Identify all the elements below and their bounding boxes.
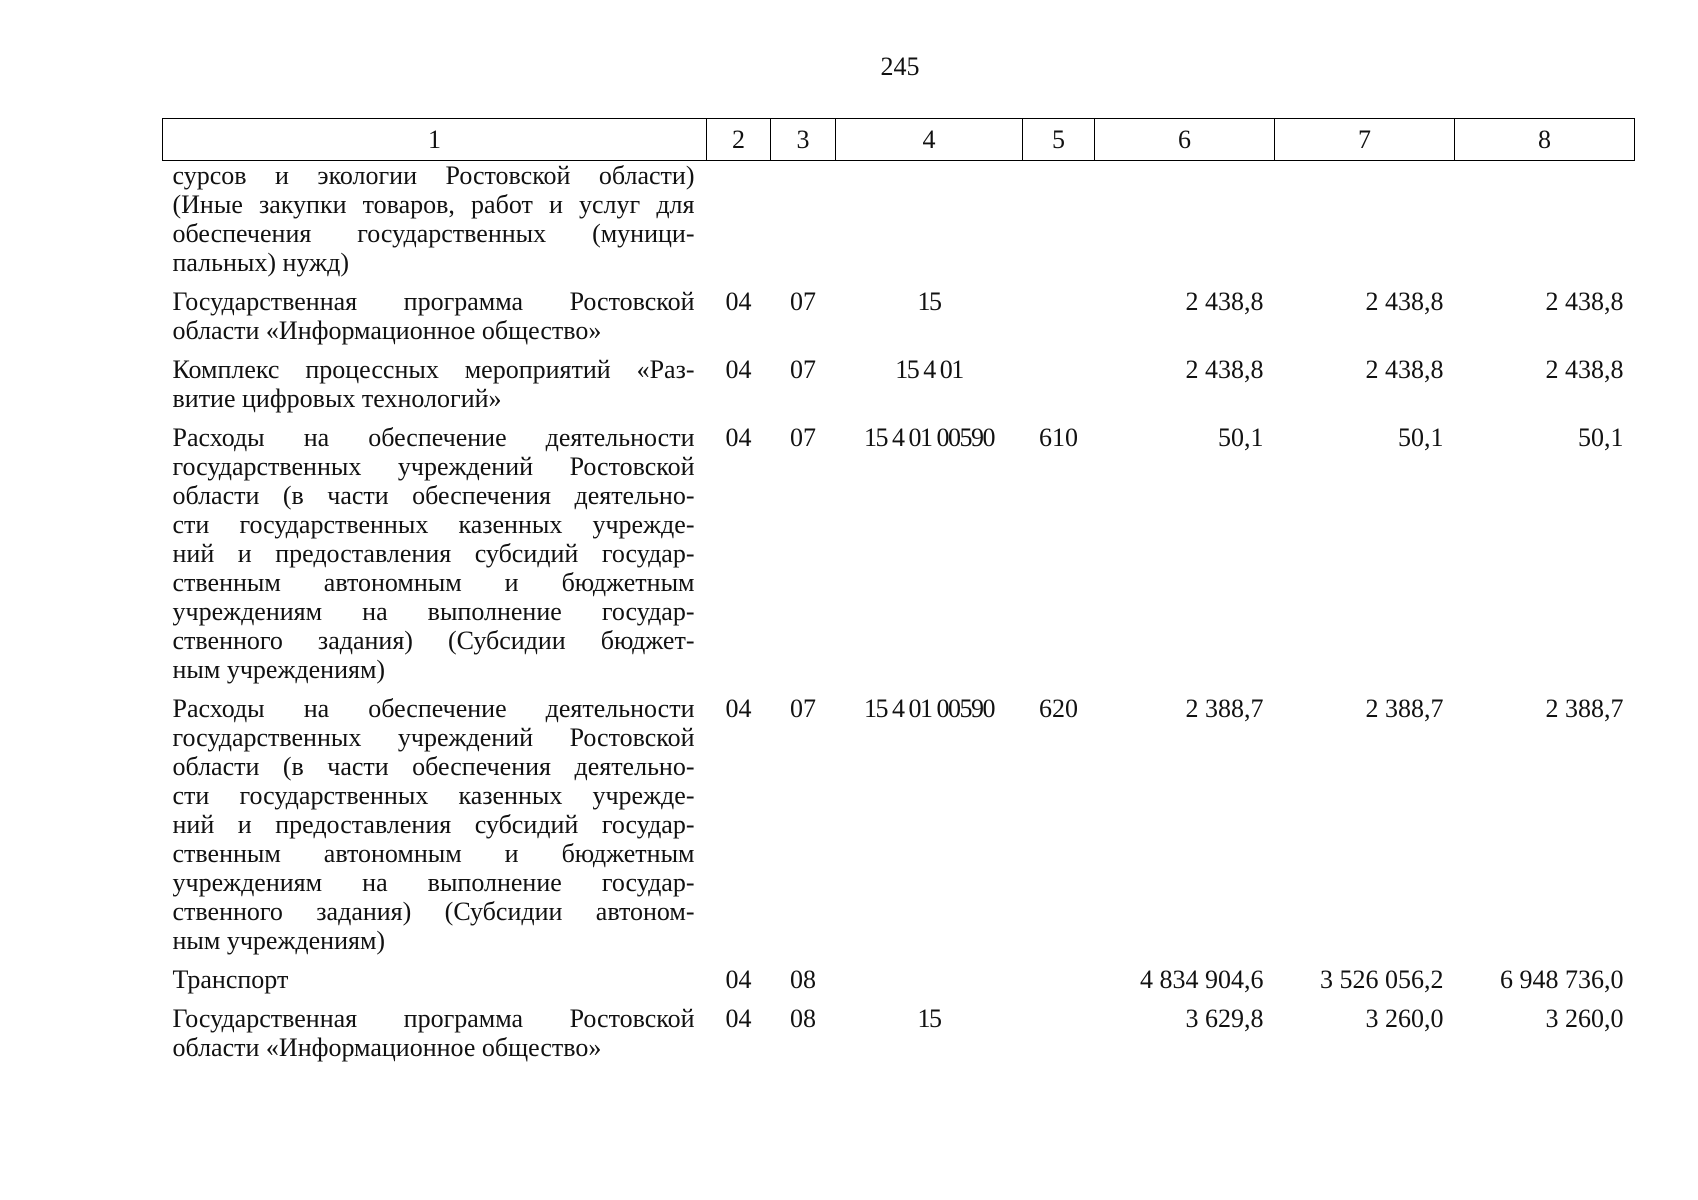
cell-amount-year-2: 3 260,0 [1365, 1004, 1444, 1033]
cell-amount-year-1 [1095, 161, 1275, 288]
expense-name-line: государственных учреждений Ростовской [172, 452, 695, 481]
expense-name-line: ственным автономным и бюджетным [172, 839, 695, 868]
expense-name-line: учреждениям на выполнение государ- [172, 868, 695, 897]
cell-expense-type [1023, 1004, 1095, 1072]
expense-name-line: Расходы на обеспечение деятельности [172, 694, 695, 723]
cell-target-article [836, 161, 1023, 288]
cell-subsection: 07 [790, 694, 816, 723]
cell-target-article [836, 965, 1023, 1004]
expense-name-line: сти государственных казенных учрежде- [172, 510, 695, 539]
expense-name-line: Расходы на обеспечение деятельности [172, 423, 695, 452]
cell-expense-name [163, 694, 707, 965]
cell-subsection: 07 [790, 287, 816, 316]
expense-name-line: ний и предоставления субсидий государ- [172, 810, 695, 839]
cell-amount-year-1: 2 438,8 [1185, 355, 1264, 384]
cell-amount-year-1: 50,1 [1218, 423, 1264, 452]
cell-section: 04 [725, 287, 752, 316]
cell-subsection: 08 [790, 965, 816, 994]
cell-amount-year-1: 2 388,7 [1185, 694, 1264, 723]
table-row [163, 965, 1635, 1004]
cell-expense-type: 610 [1039, 423, 1078, 452]
cell-expense-name [163, 423, 707, 694]
expense-name-line: ственного задания) (Субсидии бюджет- [172, 626, 695, 655]
cell-section [707, 161, 771, 288]
cell-amount-year-3: 2 438,8 [1545, 355, 1624, 384]
cell-amount-year-1: 4 834 904,6 [1140, 965, 1264, 994]
cell-expense-type [1023, 965, 1095, 1004]
expense-name-line: пальных) нужд) [172, 248, 349, 277]
table-row [163, 1004, 1635, 1072]
cell-section: 04 [725, 965, 752, 994]
cell-expense-name [163, 287, 707, 355]
cell-expense-name [163, 965, 707, 1004]
cell-section: 04 [725, 694, 752, 723]
table-row [163, 694, 1635, 965]
expense-name-line: сурсов и экологии Ростовской области) [172, 161, 695, 190]
cell-target-article: 15 4 01 00590 [864, 423, 994, 452]
expense-name-line: области «Информационное общество» [172, 316, 602, 345]
cell-section: 04 [725, 355, 752, 384]
expense-name-line: ным учреждениям) [172, 926, 386, 955]
column-header: 2 [707, 119, 771, 161]
cell-target-article: 15 [917, 1004, 941, 1033]
cell-amount-year-2: 3 526 056,2 [1320, 965, 1444, 994]
page-number: 245 [880, 52, 920, 81]
column-header: 4 [836, 119, 1023, 161]
expense-name-line: (Иные закупки товаров, работ и услуг для [172, 190, 695, 219]
expense-name-line: обеспечения государственных (муници- [172, 219, 695, 248]
cell-amount-year-2: 2 438,8 [1365, 355, 1444, 384]
table-header-row [163, 119, 1635, 161]
cell-amount-year-2: 2 438,8 [1365, 287, 1444, 316]
cell-amount-year-3: 2 388,7 [1545, 694, 1624, 723]
column-header: 5 [1023, 119, 1095, 161]
cell-expense-name [163, 161, 707, 288]
column-header: 3 [771, 119, 836, 161]
expense-name-line: государственных учреждений Ростовской [172, 723, 695, 752]
expense-name-line: Транспорт [172, 965, 289, 994]
column-header: 1 [163, 119, 707, 161]
cell-amount-year-2: 2 388,7 [1365, 694, 1444, 723]
table-row [163, 355, 1635, 423]
cell-amount-year-2 [1275, 161, 1455, 288]
expense-name-line: ным учреждениям) [172, 655, 386, 684]
cell-target-article: 15 [917, 287, 941, 316]
cell-amount-year-3: 6 948 736,0 [1500, 965, 1624, 994]
expense-name-line: Комплекс процессных мероприятий «Раз- [172, 355, 695, 384]
expense-name-line: ственным автономным и бюджетным [172, 568, 695, 597]
expense-name-line: сти государственных казенных учрежде- [172, 781, 695, 810]
cell-section: 04 [725, 423, 752, 452]
cell-amount-year-3: 2 438,8 [1545, 287, 1624, 316]
column-header: 7 [1275, 119, 1455, 161]
budget-table [162, 118, 1635, 1072]
cell-amount-year-3: 50,1 [1578, 423, 1624, 452]
cell-amount-year-3: 3 260,0 [1545, 1004, 1624, 1033]
expense-name-line: ственного задания) (Субсидии автоном- [172, 897, 695, 926]
cell-expense-name [163, 1004, 707, 1072]
expense-name-line: области «Информационное общество» [172, 1033, 602, 1062]
cell-subsection: 07 [790, 355, 816, 384]
cell-amount-year-2: 50,1 [1398, 423, 1444, 452]
expense-name-line: Государственная программа Ростовской [172, 287, 695, 316]
table-row [163, 161, 1635, 288]
table-row [163, 287, 1635, 355]
cell-target-article: 15 4 01 [895, 355, 963, 384]
cell-subsection: 08 [790, 1004, 816, 1033]
expense-name-line: области (в части обеспечения деятельно- [172, 481, 695, 510]
cell-subsection [771, 161, 836, 288]
cell-amount-year-1: 3 629,8 [1185, 1004, 1264, 1033]
cell-expense-type [1023, 161, 1095, 288]
expense-name-line: витие цифровых технологий» [172, 384, 502, 413]
expense-name-line: ний и предоставления субсидий государ- [172, 539, 695, 568]
cell-amount-year-1: 2 438,8 [1185, 287, 1264, 316]
column-header: 6 [1095, 119, 1275, 161]
cell-section: 04 [725, 1004, 752, 1033]
cell-expense-type [1023, 287, 1095, 355]
expense-name-line: учреждениям на выполнение государ- [172, 597, 695, 626]
cell-expense-type: 620 [1039, 694, 1078, 723]
cell-target-article: 15 4 01 00590 [864, 694, 994, 723]
table-body [163, 161, 1635, 1073]
cell-expense-name [163, 355, 707, 423]
cell-expense-type [1023, 355, 1095, 423]
expense-name-line: Государственная программа Ростовской [172, 1004, 695, 1033]
expense-name-line: области (в части обеспечения деятельно- [172, 752, 695, 781]
cell-amount-year-3 [1455, 161, 1635, 288]
table-row [163, 423, 1635, 694]
cell-subsection: 07 [790, 423, 816, 452]
column-header: 8 [1455, 119, 1635, 161]
